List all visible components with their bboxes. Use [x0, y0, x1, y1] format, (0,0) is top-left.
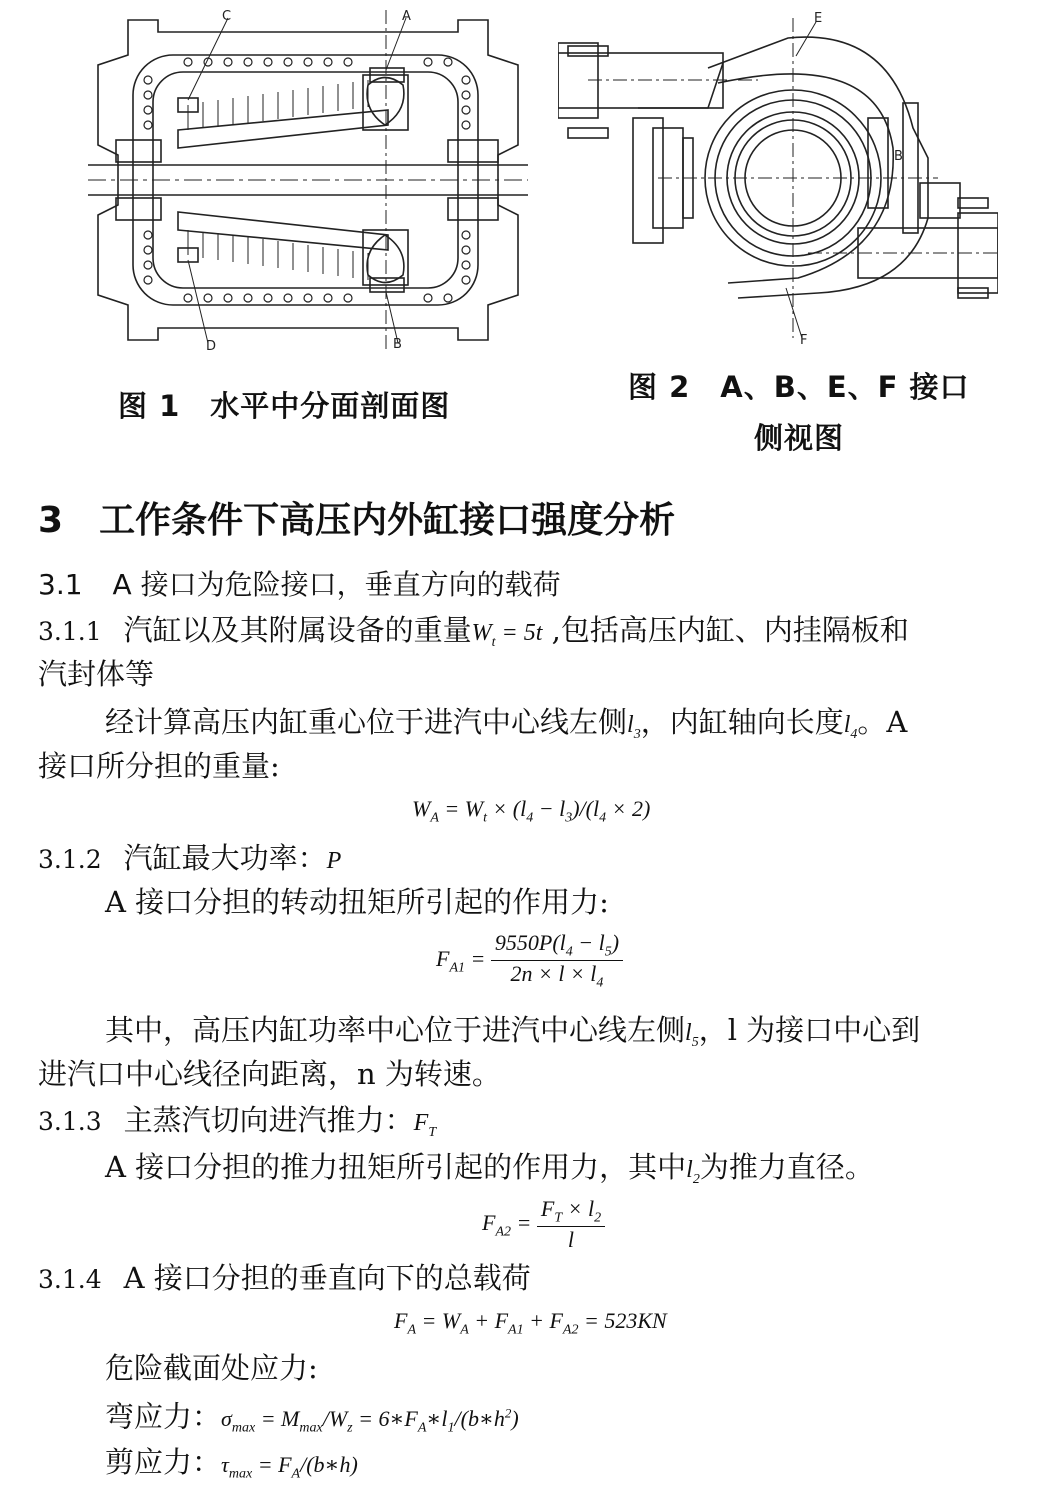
formula-fa1: $F_{A1}$ = $\frac{9550P(l_4 - l_5)}{2n \times l \times l_4}$ [436, 930, 623, 992]
formula-fa2: $F_{A2}$ = $\frac{F_T \times l_2}{l}$ [482, 1196, 605, 1253]
s311-text-b: ,包括高压内缸、内挂隔板和 [542, 613, 909, 647]
label-c: C [222, 10, 232, 24]
s311-para-d: 接口所分担的重量: [38, 749, 280, 783]
label-b: B [393, 337, 402, 350]
s311-para: 经计算高压内缸重心位于进汽中心线左侧$l_3$，内缸轴向长度$l_4$。A [105, 705, 908, 742]
label-e: E [814, 11, 823, 26]
s313-text: 主蒸汽切向进汽推力： [123, 1103, 414, 1137]
s312-line2: A 接口分担的转动扭矩所引起的作用力: [105, 885, 609, 919]
figure-1-drawing [88, 10, 528, 350]
s312-where-line1: 其中，高压内缸功率中心位于进汽中心线左侧$l_5$，l 为接口中心到 [105, 1013, 921, 1050]
s313-line2: A 接口分担的推力扭矩所引起的作用力，其中$l_2$为推力直径。 [105, 1150, 874, 1187]
label-a: A [402, 10, 411, 24]
formula-wa: $W_A = W_t \times (l_4 - l_3)/(l_4 \times 2)$ [412, 796, 651, 826]
label-f: F [800, 333, 808, 348]
figure-2-caption-line2: 侧视图 [754, 421, 845, 455]
formula-fa-total: $F_A = W_A + F_{A1} + F_{A2} = 523KN$ [394, 1308, 667, 1338]
section-heading [38, 492, 675, 543]
figure-2-drawing [558, 8, 998, 348]
formula-wt: $W_t = 5t$ [471, 620, 543, 650]
s314-number: 3.1.4 [38, 1265, 102, 1294]
s312-where-a: 其中，高压内缸功率中心位于进汽中心线左侧 [105, 1013, 686, 1047]
section-title: 工作条件下高压内外缸接口强度分析 [99, 500, 676, 541]
s314-text: A 接口分担的垂直向下的总载荷 [123, 1261, 531, 1295]
s311-para-c: 。A [857, 705, 908, 739]
s314-bend: 弯应力： [105, 1399, 222, 1434]
s312-line1: 3.1.2 汽缸最大功率：P [38, 841, 342, 875]
s313-line2-a: A 接口分担的推力扭矩所引起的作用力，其中 [105, 1150, 687, 1184]
s311-line2: 汽封体等 [38, 657, 155, 691]
s314-line1 [38, 1256, 531, 1302]
figure-2-caption-line1: 图 2 A、B、E、F 接口 [628, 370, 970, 404]
subsection-title: A 接口为危险接口，垂直方向的载荷 [112, 568, 561, 601]
s311-text-a: 汽缸以及其附属设备的重量 [123, 613, 472, 647]
s314-stress: 危险截面处应力: [105, 1351, 318, 1385]
section-number: 3 [38, 500, 64, 541]
s313-line1: 3.1.3 主蒸汽切向进汽推力：$F_T$ [38, 1103, 437, 1140]
s314-shear-line: 剪应力：$\tau_{max}$ = $F_A/(b∗h)$ [105, 1445, 358, 1482]
s312-where-b: ，l 为接口中心到 [698, 1013, 921, 1047]
s313-line2-b: 为推力直径。 [699, 1150, 874, 1184]
s314-bend-line: 弯应力：$\sigma_{max} = M_{max}/W_z$ = $6∗F_A∗l_1/(b∗h^2)$ [105, 1399, 519, 1436]
figure-1-caption: 图 1 水平中分面剖面图 [118, 389, 451, 423]
s311-para-b: ，内缸轴向长度 [640, 705, 844, 739]
subsection-heading [38, 563, 561, 603]
s311-para-a: 经计算高压内缸重心位于进汽中心线左侧 [105, 705, 628, 739]
s312-number: 3.1.2 [38, 845, 102, 874]
s312-text: 汽缸最大功率： [123, 841, 327, 875]
label-d: D [206, 339, 217, 350]
s312-where-c: 进汽口中心线径向距离，n 为转速。 [38, 1057, 501, 1091]
label-b2: B [894, 149, 903, 164]
s311-line1 [38, 608, 909, 665]
s314-shear: 剪应力： [105, 1445, 222, 1479]
subsection-number: 3.1 [38, 568, 83, 601]
s311-number: 3.1.1 [38, 617, 102, 646]
s313-number: 3.1.3 [38, 1107, 102, 1136]
